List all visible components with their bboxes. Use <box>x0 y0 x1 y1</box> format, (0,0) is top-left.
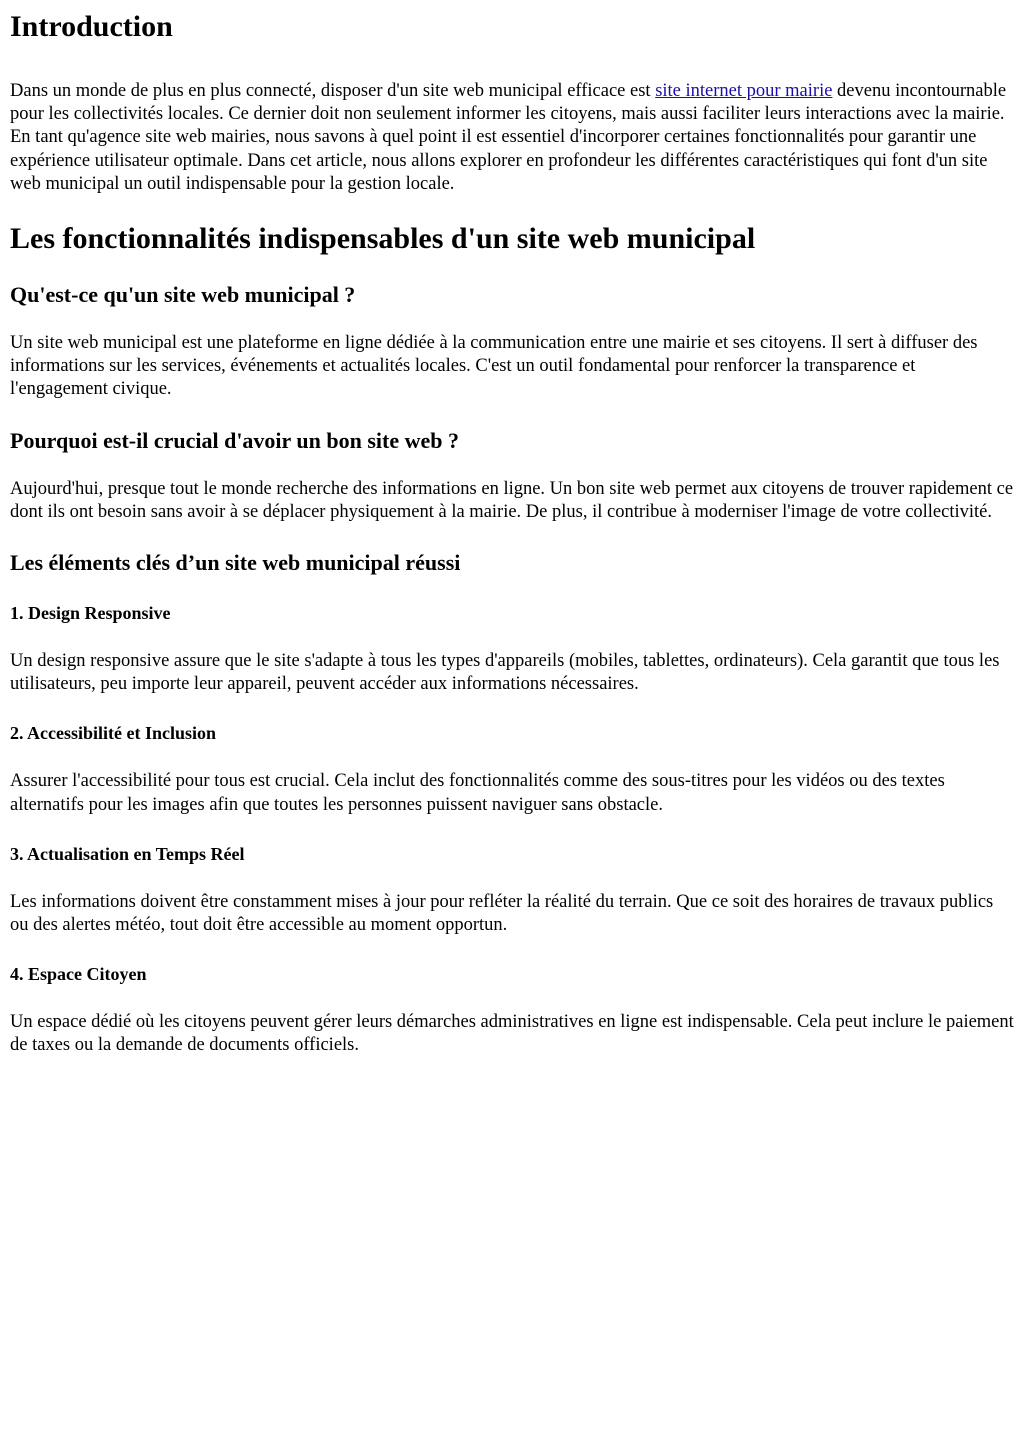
site-internet-mairie-link[interactable]: site internet pour mairie <box>655 81 833 101</box>
why-paragraph: Aujourd'hui, presque tout le monde recherche des informations en ligne. Un bon site web permet aux citoyens de trouver rapidement ce dont ils ont besoin sans avoir à se déplacer physiquement à la mairie. De plus, il contribue à moderniser l'image de votre collectivité. <box>10 478 1014 522</box>
why-heading: Pourquoi est-il crucial d'avoir un bon site web ? <box>10 427 460 453</box>
intro-heading: Introduction <box>10 10 173 43</box>
item-4-paragraph: Un espace dédié où les citoyens peuvent gérer leurs démarches administratives en ligne est indispensable. Cela peut inclure le paiement de taxes ou la demande de documents officiels. <box>10 1012 1014 1056</box>
item-2-heading: 2. Accessibilité et Inclusion <box>10 723 216 744</box>
item-4-heading: 4. Espace Citoyen <box>10 964 147 985</box>
item-3-heading: 3. Actualisation en Temps Réel <box>10 843 245 864</box>
item-2-paragraph: Assurer l'accessibilité pour tous est crucial. Cela inclut des fonctionnalités comme des sous-titres pour les vidéos ou des textes alternatifs pour les images afin que toutes les personnes puissent naviguer sans obstacle. <box>10 771 945 815</box>
main-heading: Les fonctionnalités indispensables d'un site web municipal <box>10 222 756 256</box>
key-elements-heading: Les éléments clés d’un site web municipal réussi <box>10 550 461 576</box>
intro-paragraph <box>10 80 1014 196</box>
item-1-paragraph: Un design responsive assure que le site s'adapte à tous les types d'appareils (mobiles, tablettes, ordinateurs). Cela garantit que tous les utilisateurs, peu importe leur appareil, peuvent accéder aux informations nécessaires. <box>10 651 1000 695</box>
intro-text-before-link: Dans un monde de plus en plus connecté, disposer d'un site web municipal efficace est <box>10 81 656 101</box>
article <box>0 10 1024 1058</box>
what-is-paragraph: Un site web municipal est une plateforme en ligne dédiée à la communication entre une mairie et ses citoyens. Il sert à diffuser des informations sur les services, événements et actualités locales. C'est un outil fondamental pour renforcer la transparence et l'engagement civique. <box>10 333 978 400</box>
item-3-paragraph: Les informations doivent être constamment mises à jour pour refléter la réalité du terrain. Que ce soit des horaires de travaux publics ou des alertes météo, tout doit être accessible au moment opportun. <box>10 891 994 936</box>
item-1-heading: 1. Design Responsive <box>10 603 171 624</box>
what-is-heading: Qu'est-ce qu'un site web municipal ? <box>10 282 356 308</box>
intro-text-after-link: devenu incontournable pour les collectivités locales. Ce dernier doit non seulement informer les citoyens, mais aussi faciliter leurs interactions avec la mairie. En tant qu'agence site web mairies, nous savons à quel point il est essentiel d'incorporer certaines fonctionnalités pour garantir une expérience utilisateur optimale. Dans cet article, nous allons explorer en profondeur les différentes caractéristiques qui font d'un site web municipal un outil indispensable pour la gestion locale. <box>10 81 1007 194</box>
